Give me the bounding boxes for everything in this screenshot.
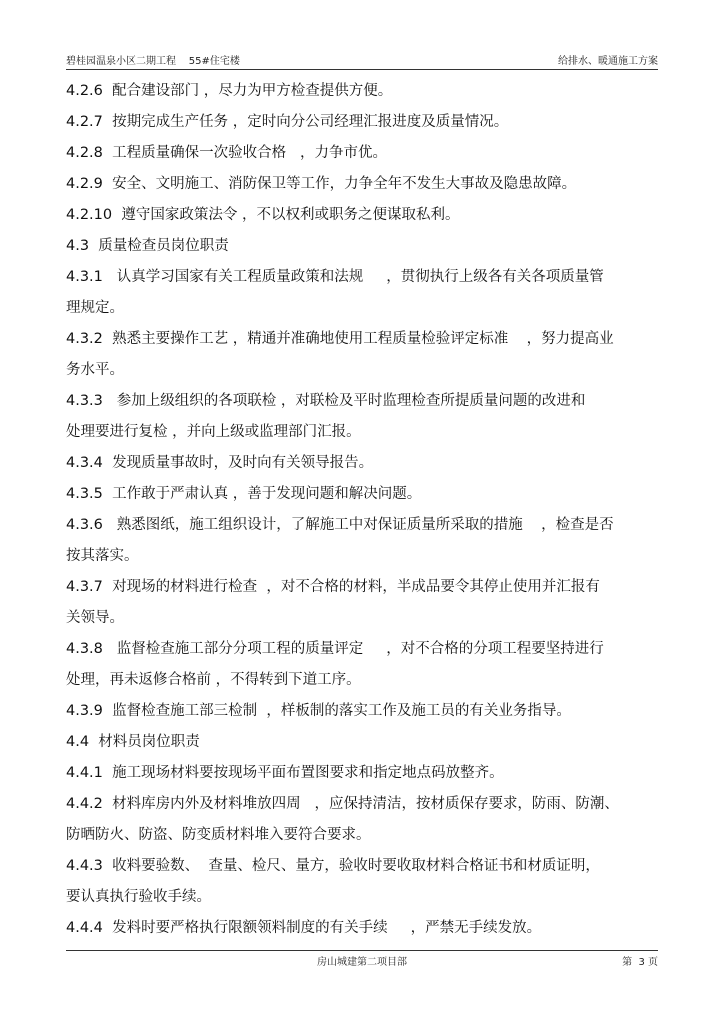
footer-department: 房山城建第二项目部 <box>317 957 407 968</box>
text-line: 处理，再未返修合格前 ，不得转到下道工序。 <box>66 672 361 688</box>
text-line: 关领导。 <box>66 610 124 626</box>
text-line: 要认真执行验收手续。 <box>66 889 211 905</box>
text-line: 4.4.4 发料时要严格执行限额领料制度的有关手续 ，严禁无手续发放。 <box>66 920 542 936</box>
text-line: 4.4.3 收料要验数、 查量、检尺、量方，验收时要收取材料合格证书和材质证明， <box>66 858 600 874</box>
header-project-title: 碧桂园温泉小区二期工程 55#住宅楼 <box>66 56 240 67</box>
text-line: 处理要进行复检 ，并向上级或监理部门汇报。 <box>66 424 361 440</box>
section-heading: 4.3 质量检查员岗位职责 <box>66 238 229 254</box>
text-line: 4.3.5 工作敢于严肃认真 ，善于发现问题和解决问题。 <box>66 486 422 502</box>
text-line: 4.2.10 遵守国家政策法令 ，不以权利或职务之便谋取私利。 <box>66 207 460 223</box>
text-line: 4.3.2 熟悉主要操作工艺 ，精通并准确地使用工程质量检验评定标准 ，努力提高业 <box>66 331 614 347</box>
text-line: 务水平。 <box>66 362 124 378</box>
text-line: 理规定。 <box>66 300 124 316</box>
text-line: 4.3.1 认真学习国家有关工程质量政策和法规 ，贯彻执行上级各有关各项质量管 <box>66 269 604 285</box>
text-line: 4.2.6 配合建设部门 ，尽力为甲方检查提供方便。 <box>66 83 393 99</box>
text-line: 4.3.6 熟悉图纸，施工组织设计，了解施工中对保证质量所采取的措施 ，检查是否 <box>66 517 614 533</box>
document-body <box>66 76 658 944</box>
header-document-title: 给排水、暖通施工方案 <box>558 56 658 67</box>
text-line: 4.4.2 材料库房内外及材料堆放四周 ，应保持清洁，按材质保存要求，防雨、防潮、 <box>66 796 619 812</box>
text-line: 4.2.8 工程质量确保一次验收合格 ，力争市优。 <box>66 145 387 161</box>
footer-divider <box>66 950 658 951</box>
text-line: 4.3.4 发现质量事故时，及时向有关领导报告。 <box>66 455 374 471</box>
text-line: 4.2.9 安全、文明施工、消防保卫等工作，力争全年不发生大事故及隐患故障。 <box>66 176 577 192</box>
text-line: 4.2.7 按期完成生产任务 ，定时向分公司经理汇报进度及质量情况。 <box>66 114 509 130</box>
text-line: 4.3.9 监督检查施工部三检制 ，样板制的落实工作及施工员的有关业务指导。 <box>66 703 571 719</box>
text-line: 防晒防火、防盗、防变质材料堆入要符合要求。 <box>66 827 371 843</box>
text-line: 4.3.3 参加上级组织的各项联检 ，对联检及平时监理检查所提质量问题的改进和 <box>66 393 586 409</box>
page-header <box>66 52 658 68</box>
text-line: 4.3.7 对现场的材料进行检查 ，对不合格的材料，半成品要令其停止使用并汇报有 <box>66 579 600 595</box>
page-number: 第 3 页 <box>622 957 658 968</box>
text-line: 4.4.1 施工现场材料要按现场平面布置图要求和指定地点码放整齐。 <box>66 765 504 781</box>
section-heading: 4.4 材料员岗位职责 <box>66 734 200 750</box>
text-line: 按其落实。 <box>66 548 139 564</box>
header-divider <box>66 69 658 70</box>
page-footer <box>66 953 658 969</box>
text-line: 4.3.8 监督检查施工部分分项工程的质量评定 ，对不合格的分项工程要坚持进行 <box>66 641 604 657</box>
